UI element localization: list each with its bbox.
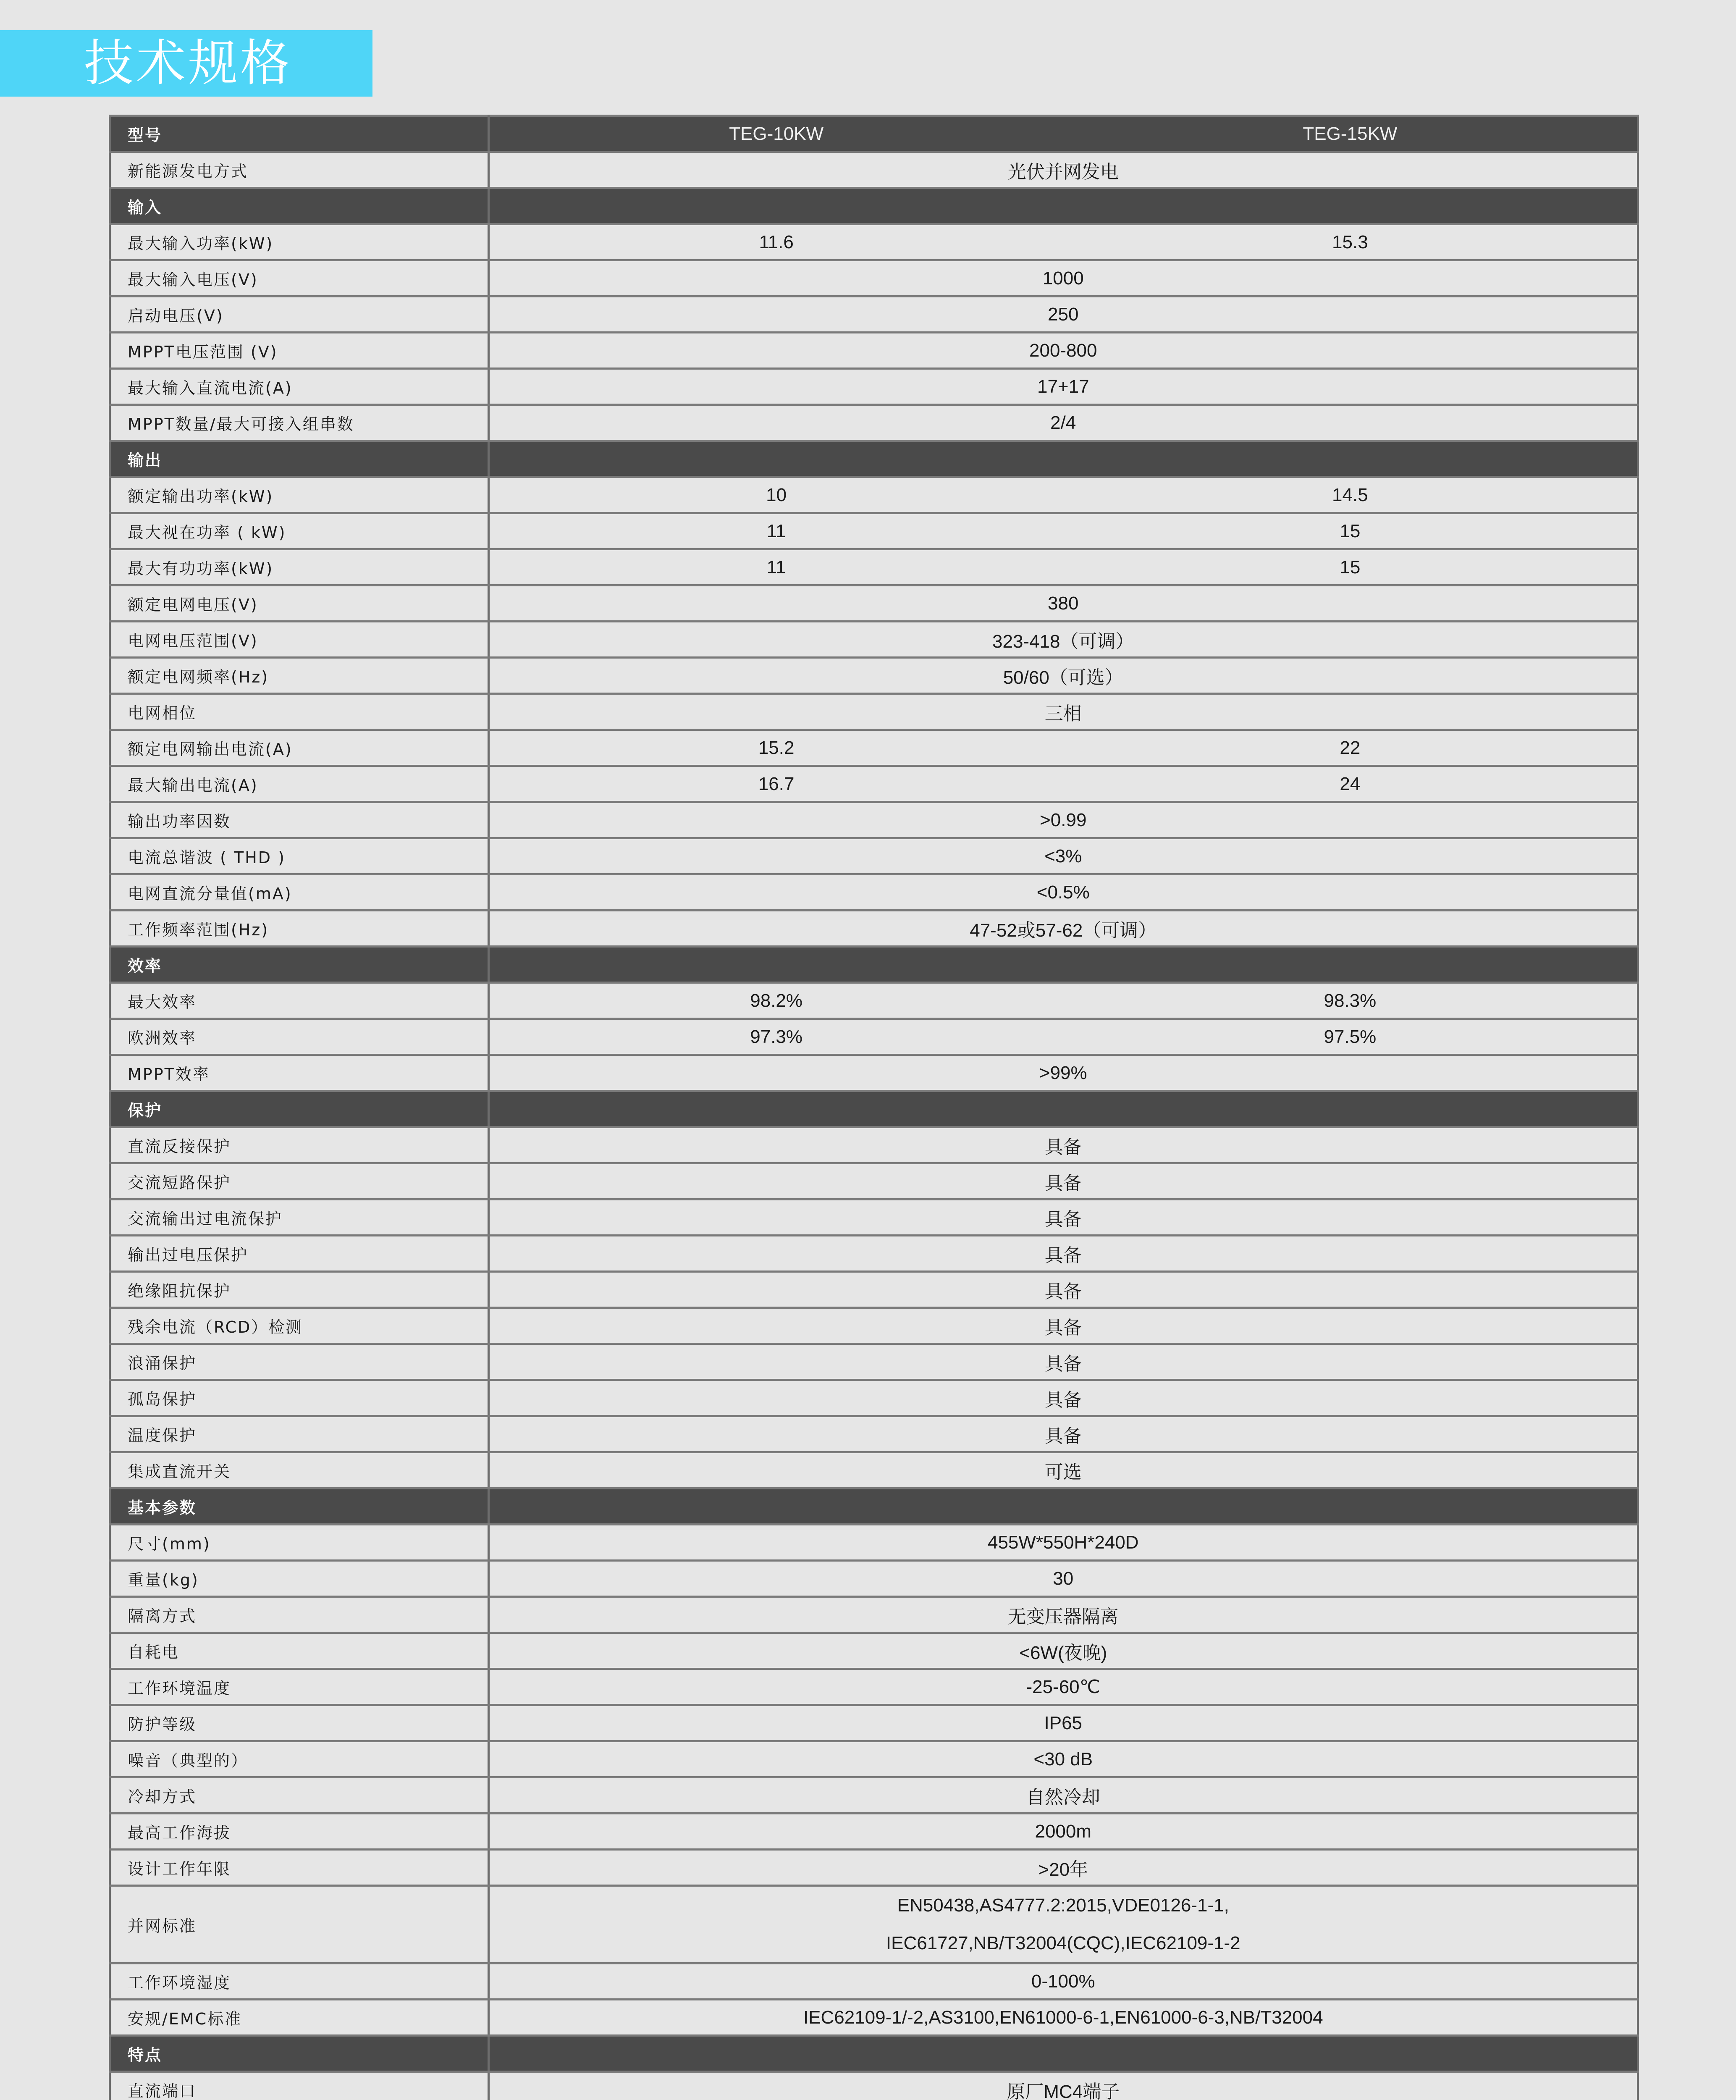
spec-row	[110, 297, 1638, 333]
spec-label: 孤岛保护	[110, 1380, 489, 1416]
spec-label: 新能源发电方式	[110, 152, 489, 188]
spec-value: 11	[488, 513, 1063, 549]
spec-label: 自耗电	[110, 1633, 489, 1669]
spec-value: 455W*550H*240D	[488, 1525, 1638, 1561]
spec-value: 三相	[488, 694, 1638, 730]
spec-value: 11.6	[488, 224, 1063, 260]
spec-value: 2000m	[488, 1814, 1638, 1850]
spec-value: 具备	[488, 1344, 1638, 1380]
spec-row	[110, 549, 1638, 585]
spec-value: <30 dB	[488, 1741, 1638, 1777]
spec-value: 16.7	[488, 766, 1063, 802]
spec-row	[110, 1416, 1638, 1452]
spec-label: 输出功率因数	[110, 802, 489, 838]
spec-value: IP65	[488, 1705, 1638, 1741]
spec-label: 最大效率	[110, 983, 489, 1019]
section-fill	[488, 441, 1638, 477]
spec-row	[110, 1236, 1638, 1272]
model-header-row	[110, 116, 1638, 152]
spec-label: 工作频率范围(Hz)	[110, 911, 489, 947]
spec-value: <3%	[488, 838, 1638, 874]
model-header-label: 型号	[110, 116, 489, 152]
spec-value: 具备	[488, 1272, 1638, 1308]
spec-value: 具备	[488, 1236, 1638, 1272]
spec-row	[110, 766, 1638, 802]
spec-label: 残余电流（RCD）检测	[110, 1308, 489, 1344]
spec-label: 设计工作年限	[110, 1850, 489, 1886]
section-header-row	[110, 947, 1638, 983]
spec-row	[110, 730, 1638, 766]
spec-label: 防护等级	[110, 1705, 489, 1741]
page-title: 技术规格	[84, 34, 293, 92]
spec-label: 启动电压(V)	[110, 297, 489, 333]
spec-row	[110, 802, 1638, 838]
spec-row	[110, 1127, 1638, 1163]
spec-row	[110, 983, 1638, 1019]
spec-table	[109, 115, 1639, 2100]
spec-value: 22	[1063, 730, 1638, 766]
section-header-row	[110, 1488, 1638, 1525]
spec-row	[110, 1019, 1638, 1055]
spec-label: 尺寸(mm)	[110, 1525, 489, 1561]
spec-value: 2/4	[488, 405, 1638, 441]
spec-row	[110, 405, 1638, 441]
spec-label: 交流输出过电流保护	[110, 1200, 489, 1236]
spec-label: 工作环境温度	[110, 1669, 489, 1705]
spec-value: 原厂MC4端子	[488, 2072, 1638, 2100]
spec-label: MPPT电压范围 (V)	[110, 333, 489, 369]
spec-label: 浪涌保护	[110, 1344, 489, 1380]
spec-value: 47-52或57-62（可调）	[488, 911, 1638, 947]
section-title: 特点	[110, 2036, 489, 2072]
spec-value: IEC62109-1/-2,AS3100,EN61000-6-1,EN61000-6-3,NB/T32004	[488, 2000, 1638, 2036]
spec-value: 10	[488, 477, 1063, 513]
spec-row	[110, 224, 1638, 260]
spec-value: 光伏并网发电	[488, 152, 1638, 188]
spec-label: 直流反接保护	[110, 1127, 489, 1163]
spec-row	[110, 1669, 1638, 1705]
spec-value: 98.3%	[1063, 983, 1638, 1019]
spec-label: 电网相位	[110, 694, 489, 730]
spec-value: 具备	[488, 1163, 1638, 1200]
spec-value: 24	[1063, 766, 1638, 802]
spec-value: -25-60℃	[488, 1669, 1638, 1705]
section-fill	[488, 1488, 1638, 1525]
section-title: 基本参数	[110, 1488, 489, 1525]
spec-label: 额定输出功率(kW)	[110, 477, 489, 513]
spec-value: 无变压器隔离	[488, 1597, 1638, 1633]
section-fill	[488, 188, 1638, 224]
spec-label: 绝缘阻抗保护	[110, 1272, 489, 1308]
spec-label: 电网电压范围(V)	[110, 622, 489, 658]
spec-value: 15.3	[1063, 224, 1638, 260]
spec-label: 最大输入直流电流(A)	[110, 369, 489, 405]
spec-value-multiline	[488, 1886, 1638, 1964]
spec-label: 输出过电压保护	[110, 1236, 489, 1272]
spec-value: 15.2	[488, 730, 1063, 766]
spec-label: 安规/EMC标准	[110, 2000, 489, 2036]
spec-row	[110, 585, 1638, 622]
spec-row	[110, 2072, 1638, 2100]
spec-row	[110, 694, 1638, 730]
spec-table-body	[110, 116, 1638, 2100]
spec-value: <0.5%	[488, 874, 1638, 911]
spec-row	[110, 2000, 1638, 2036]
spec-label: 冷却方式	[110, 1777, 489, 1814]
spec-label: 最高工作海拔	[110, 1814, 489, 1850]
section-title: 输出	[110, 441, 489, 477]
spec-label: 额定电网输出电流(A)	[110, 730, 489, 766]
spec-row	[110, 1777, 1638, 1814]
spec-row	[110, 1561, 1638, 1597]
spec-row	[110, 1741, 1638, 1777]
spec-label: 直流端口	[110, 2072, 489, 2100]
section-fill	[488, 947, 1638, 983]
spec-row	[110, 911, 1638, 947]
spec-row	[110, 1308, 1638, 1344]
spec-row	[110, 838, 1638, 874]
spec-row	[110, 369, 1638, 405]
spec-label: 额定电网电压(V)	[110, 585, 489, 622]
spec-row	[110, 1597, 1638, 1633]
spec-row	[110, 1452, 1638, 1488]
model-name: TEG-10KW	[488, 116, 1063, 152]
spec-row	[110, 1814, 1638, 1850]
spec-label: 重量(kg)	[110, 1561, 489, 1597]
spec-value: 200-800	[488, 333, 1638, 369]
spec-label: 集成直流开关	[110, 1452, 489, 1488]
section-header-row	[110, 441, 1638, 477]
spec-value: 97.3%	[488, 1019, 1063, 1055]
spec-value: 380	[488, 585, 1638, 622]
spec-value: 15	[1063, 513, 1638, 549]
spec-value: 具备	[488, 1416, 1638, 1452]
spec-value: 30	[488, 1561, 1638, 1597]
spec-row	[110, 1850, 1638, 1886]
section-header-row	[110, 188, 1638, 224]
spec-row	[110, 1964, 1638, 2000]
spec-row	[110, 1344, 1638, 1380]
spec-value: 14.5	[1063, 477, 1638, 513]
spec-label: 并网标准	[110, 1886, 489, 1964]
spec-label: MPPT数量/最大可接入组串数	[110, 405, 489, 441]
section-title: 效率	[110, 947, 489, 983]
spec-row	[110, 1633, 1638, 1669]
spec-label: 最大视在功率 ( kW)	[110, 513, 489, 549]
section-title: 输入	[110, 188, 489, 224]
spec-row	[110, 874, 1638, 911]
spec-label: 最大有功功率(kW)	[110, 549, 489, 585]
spec-value: 具备	[488, 1380, 1638, 1416]
section-fill	[488, 2036, 1638, 2072]
spec-row	[110, 1380, 1638, 1416]
spec-row	[110, 477, 1638, 513]
spec-value: >20年	[488, 1850, 1638, 1886]
spec-label: MPPT效率	[110, 1055, 489, 1091]
spec-value: 具备	[488, 1127, 1638, 1163]
spec-value: 323-418（可调）	[488, 622, 1638, 658]
spec-row	[110, 622, 1638, 658]
spec-label: 交流短路保护	[110, 1163, 489, 1200]
spec-label: 最大输出电流(A)	[110, 766, 489, 802]
spec-value: >99%	[488, 1055, 1638, 1091]
section-title: 保护	[110, 1091, 489, 1127]
spec-value: 具备	[488, 1308, 1638, 1344]
spec-value-line: EN50438,AS4777.2:2015,VDE0126-1-1,	[897, 1895, 1229, 1916]
spec-label: 最大输入功率(kW)	[110, 224, 489, 260]
spec-row	[110, 1525, 1638, 1561]
spec-row	[110, 1886, 1638, 1964]
spec-row	[110, 1163, 1638, 1200]
spec-row	[110, 333, 1638, 369]
spec-label: 隔离方式	[110, 1597, 489, 1633]
spec-value: 可选	[488, 1452, 1638, 1488]
spec-value: 具备	[488, 1200, 1638, 1236]
spec-label: 额定电网频率(Hz)	[110, 658, 489, 694]
spec-value: 97.5%	[1063, 1019, 1638, 1055]
spec-value: 自然冷却	[488, 1777, 1638, 1814]
spec-value: 15	[1063, 549, 1638, 585]
spec-value: 50/60（可选）	[488, 658, 1638, 694]
spec-label: 电网直流分量值(mA)	[110, 874, 489, 911]
spec-value: 250	[488, 297, 1638, 333]
section-fill	[488, 1091, 1638, 1127]
spec-label: 最大输入电压(V)	[110, 260, 489, 297]
spec-label: 电流总谐波 ( THD )	[110, 838, 489, 874]
title-banner	[0, 30, 372, 97]
spec-row	[110, 1705, 1638, 1741]
spec-row	[110, 1055, 1638, 1091]
spec-label: 噪音（典型的）	[110, 1741, 489, 1777]
spec-label: 欧洲效率	[110, 1019, 489, 1055]
spec-value: <6W(夜晚)	[488, 1633, 1638, 1669]
spec-row	[110, 1200, 1638, 1236]
spec-value: 98.2%	[488, 983, 1063, 1019]
spec-value-line: IEC61727,NB/T32004(CQC),IEC62109-1-2	[886, 1933, 1240, 1953]
spec-value: 17+17	[488, 369, 1638, 405]
spec-label: 工作环境湿度	[110, 1964, 489, 2000]
spec-row	[110, 260, 1638, 297]
section-header-row	[110, 1091, 1638, 1127]
spec-row	[110, 513, 1638, 549]
section-header-row	[110, 2036, 1638, 2072]
spec-value: >0.99	[488, 802, 1638, 838]
spec-value: 0-100%	[488, 1964, 1638, 2000]
spec-value: 11	[488, 549, 1063, 585]
spec-value: 1000	[488, 260, 1638, 297]
model-name: TEG-15KW	[1063, 116, 1638, 152]
spec-row	[110, 658, 1638, 694]
spec-label: 温度保护	[110, 1416, 489, 1452]
spec-row	[110, 1272, 1638, 1308]
spec-row	[110, 152, 1638, 188]
